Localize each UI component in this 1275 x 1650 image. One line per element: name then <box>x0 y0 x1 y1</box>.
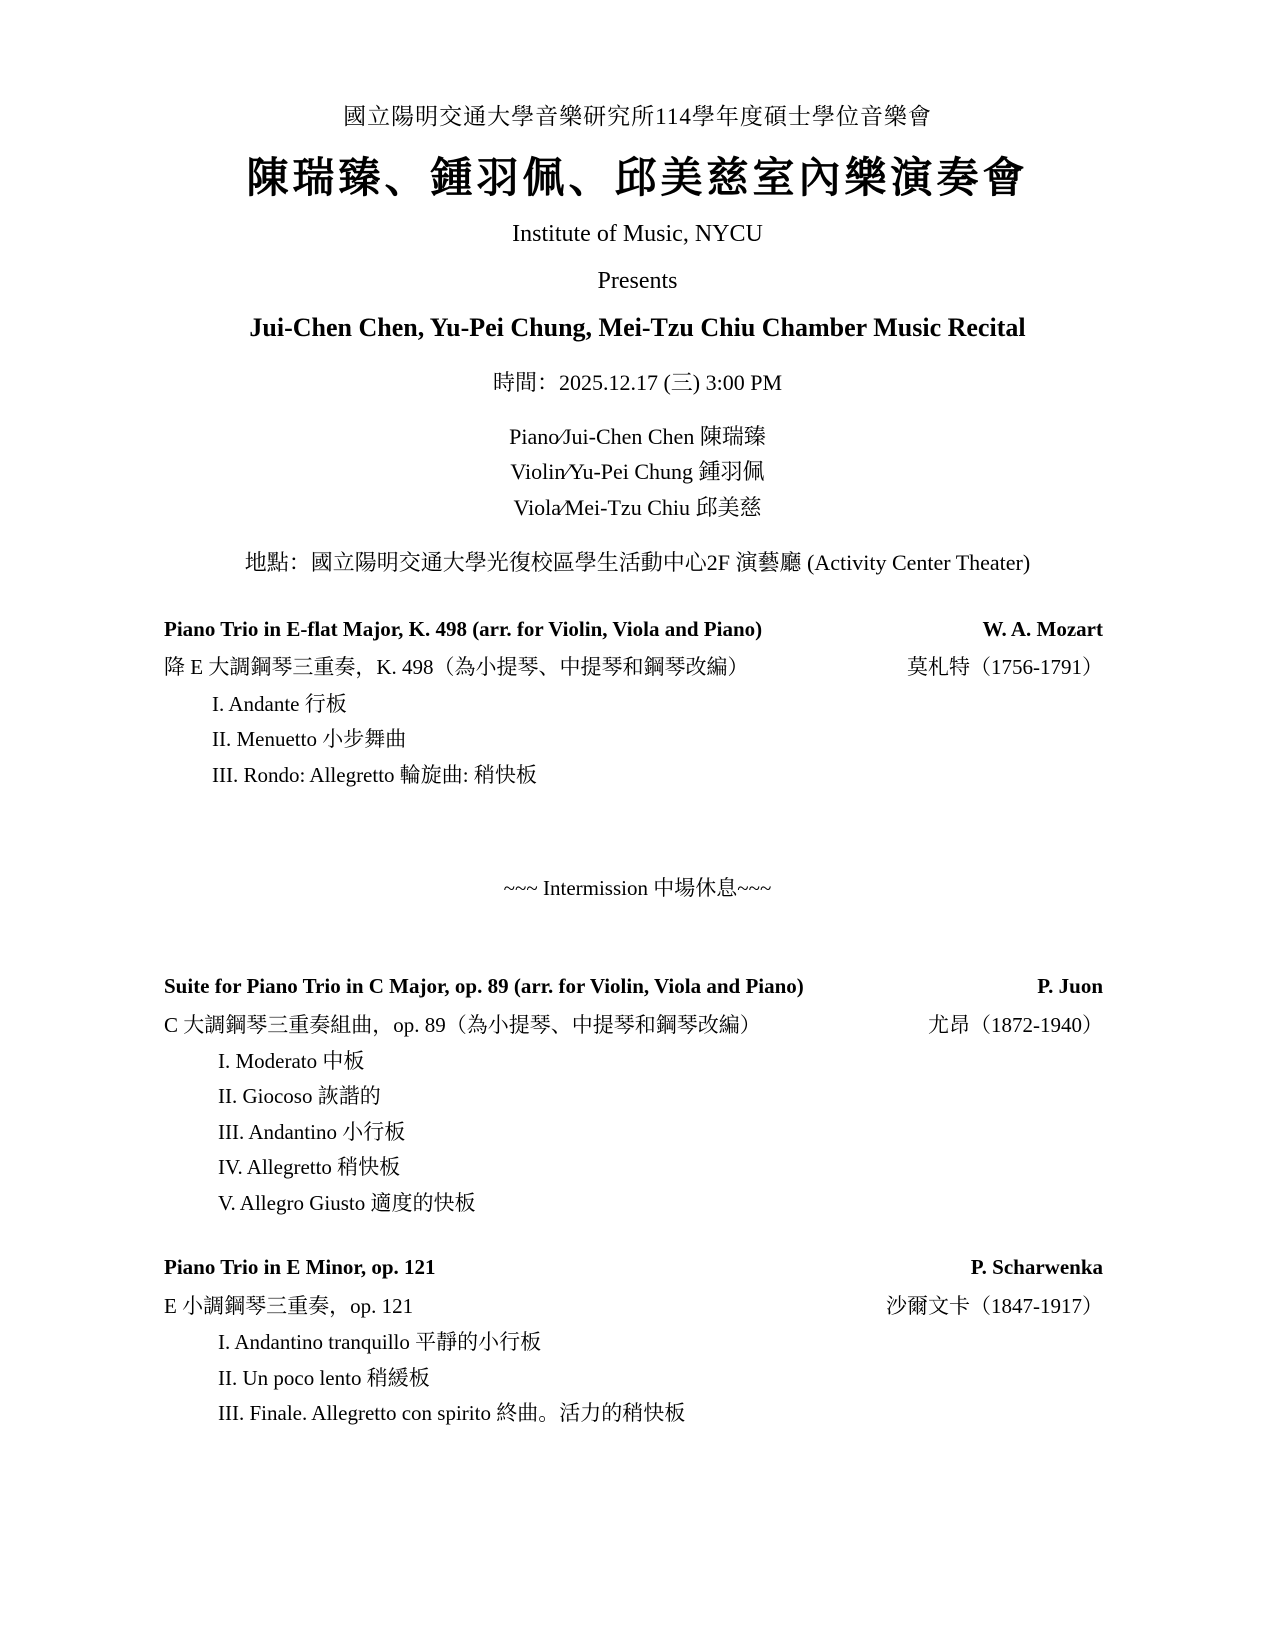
performer-viola: Viola⁄Mei-Tzu Chiu 邱美慈 <box>513 495 762 520</box>
piece-2-movement-2: II. Giocoso 詼諧的 <box>218 1084 381 1108</box>
piece-1-movement-3: III. Rondo: Allegretto 輪旋曲: 稍快板 <box>212 763 537 787</box>
piece-2-composer-zh: 尤昂（1872-1940） <box>928 1013 1103 1037</box>
piece-2-movement-5: V. Allegro Giusto 適度的快板 <box>218 1191 476 1215</box>
piece-1-title-zh: 降 E 大調鋼琴三重奏，K. 498（為小提琴、中提琴和鋼琴改編） <box>164 655 749 679</box>
piece-3-composer-en: P. Scharwenka <box>970 1255 1103 1279</box>
piece-1-composer-en: W. A. Mozart <box>982 617 1103 641</box>
piece-1-movement-2: II. Menuetto 小步舞曲 <box>212 727 407 751</box>
concert-subtitle: 國立陽明交通大學音樂研究所114學年度碩士學位音樂會 <box>343 104 932 129</box>
piece-3-title-zh: E 小調鋼琴三重奏，op. 121 <box>164 1294 414 1318</box>
piece-3-movement-1: I. Andantino tranquillo 平靜的小行板 <box>218 1330 542 1354</box>
concert-title: 陳瑞臻、鍾羽佩、邱美慈室內樂演奏會 <box>246 156 1029 202</box>
piece-3-composer-zh: 沙爾文卡（1847-1917） <box>886 1294 1103 1318</box>
piece-1-title-en: Piano Trio in E-flat Major, K. 498 (arr. for Violin, Viola and Piano) <box>164 617 763 641</box>
piece-2-movement-1: I. Moderato 中板 <box>218 1049 365 1073</box>
presents-text: Presents <box>597 268 678 294</box>
piece-1-movement-1: I. Andante 行板 <box>212 692 347 716</box>
piece-2-movement-3: III. Andantino 小行板 <box>218 1120 406 1144</box>
intermission-text: ~~~ Intermission 中場休息~~~ <box>503 876 772 900</box>
concert-venue: 地點：國立陽明交通大學光復校區學生活動中心2F 演藝廳 (Activity Center Theater) <box>244 550 1031 575</box>
performer-violin: Violin⁄Yu-Pei Chung 鍾羽佩 <box>510 459 765 484</box>
institute-name: Institute of Music, NYCU <box>512 221 763 247</box>
piece-3-movement-3: III. Finale. Allegretto con spirito 終曲。活力的稍快板 <box>218 1401 686 1425</box>
piece-1-composer-zh: 莫札特（1756-1791） <box>907 655 1103 679</box>
piece-3-movement-2: II. Un poco lento 稍緩板 <box>218 1366 430 1390</box>
concert-time: 時間：2025.12.17 (三) 3:00 PM <box>492 370 783 395</box>
performer-piano: Piano⁄Jui-Chen Chen 陳瑞臻 <box>509 424 766 449</box>
piece-3-title-en: Piano Trio in E Minor, op. 121 <box>164 1255 436 1279</box>
piece-2-title-en: Suite for Piano Trio in C Major, op. 89 (arr. for Violin, Viola and Piano) <box>164 974 804 998</box>
piece-2-composer-en: P. Juon <box>1037 974 1103 998</box>
english-title: Jui-Chen Chen, Yu-Pei Chung, Mei-Tzu Chiu Chamber Music Recital <box>249 313 1026 342</box>
piece-2-movement-4: IV. Allegretto 稍快板 <box>218 1155 401 1179</box>
piece-2-title-zh: C 大調鋼琴三重奏組曲，op. 89（為小提琴、中提琴和鋼琴改編） <box>164 1013 761 1037</box>
